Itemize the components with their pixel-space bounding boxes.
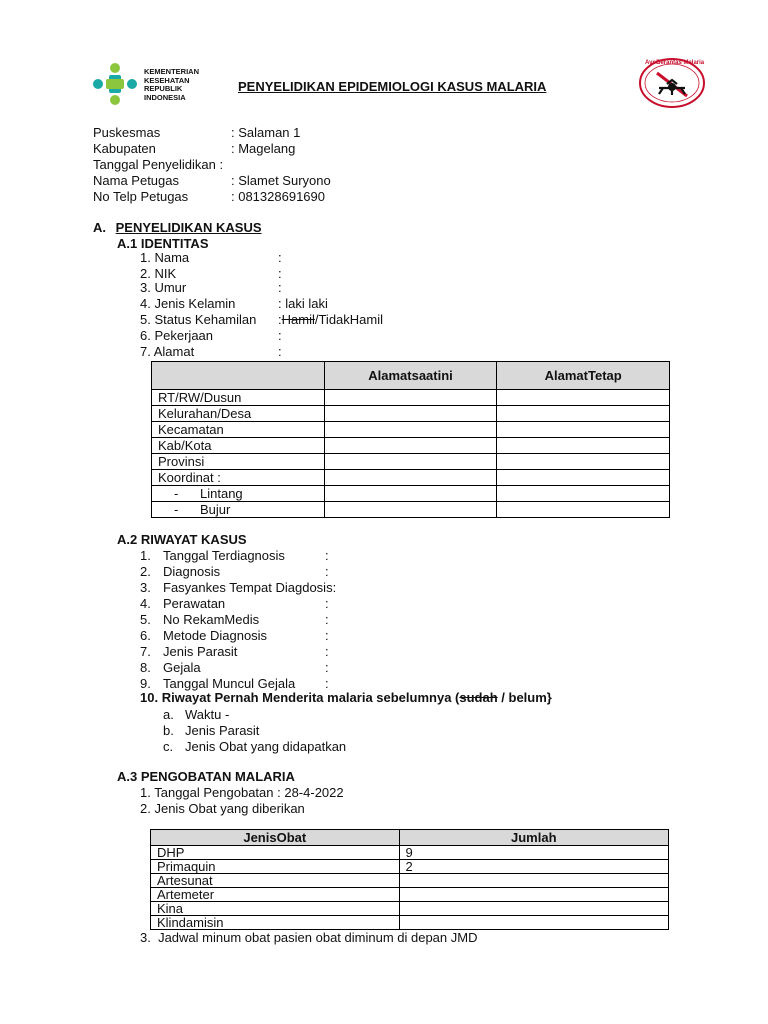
a2-subitem: c. Jenis Obat yang didapatkan — [163, 739, 347, 754]
drug-table — [150, 829, 669, 930]
a1-item-jenis-kelamin: 4. Jenis Kelamin : laki laki — [140, 296, 328, 311]
table-header-row — [151, 830, 669, 846]
a2-item: 5. No RekamMedis : — [140, 612, 329, 627]
table-row: - Lintang — [152, 486, 670, 502]
table-header-cell: Jumlah — [399, 830, 668, 846]
a2-list — [140, 548, 337, 692]
a2-item: 9. Tanggal Muncul Gejala : — [140, 676, 329, 691]
info-row-petugas: Nama Petugas : Slamet Suryono — [93, 173, 331, 188]
table-row: Primaquin 2 — [151, 860, 669, 874]
a1-item-alamat: 7. Alamat : — [140, 344, 282, 359]
table-header-cell — [152, 362, 325, 390]
a3-heading: A.3 PENGOBATAN MALARIA — [117, 769, 295, 784]
table-header-row — [152, 362, 670, 390]
a3-list — [140, 785, 344, 817]
info-row-telp: No Telp Petugas : 081328691690 — [93, 189, 325, 204]
document-title: PENYELIDIKAN EPIDEMIOLOGI KASUS MALARIA — [238, 79, 547, 94]
table-header-cell: Alamatsaatini — [324, 362, 497, 390]
table-row: Artemeter — [151, 888, 669, 902]
info-row-tanggal: Tanggal Penyelidikan : — [93, 157, 224, 172]
section-a-heading: A. PENYELIDIKAN KASUS — [93, 220, 262, 235]
a2-item: 6. Metode Diagnosis : — [140, 628, 329, 643]
seal-text: AyoBerantas Malaria — [645, 60, 705, 66]
table-row: Kelurahan/Desa — [152, 406, 670, 422]
a2-heading: A.2 RIWAYAT KASUS — [117, 532, 247, 547]
table-header-cell: AlamatTetap — [497, 362, 670, 390]
table-row: Klindamisin — [151, 916, 669, 930]
info-row-puskesmas: Puskesmas : Salaman 1 — [93, 125, 301, 140]
a1-item-pekerjaan: 6. Pekerjaan : — [140, 328, 282, 343]
a3-item: 2. Jenis Obat yang diberikan — [140, 801, 305, 816]
a2-subitem: a. Waktu - — [163, 707, 230, 722]
info-block — [93, 125, 331, 205]
a2-item: 4. Perawatan : — [140, 596, 329, 611]
a3-item: 1. Tanggal Pengobatan : 28-4-2022 — [140, 785, 344, 800]
a3-item-3: 3. Jadwal minum obat pasien obat diminum di depan JMD — [140, 930, 478, 945]
table-row: Kina — [151, 902, 669, 916]
ministry-emblem-icon — [92, 62, 138, 106]
table-row: Provinsi — [152, 454, 670, 470]
table-row: - Bujur — [152, 502, 670, 518]
table-row: Kab/Kota — [152, 438, 670, 454]
a2-subitem: b. Jenis Parasit — [163, 723, 260, 738]
table-row: Artesunat — [151, 874, 669, 888]
a2-item: 1. Tanggal Terdiagnosis : — [140, 548, 329, 563]
a1-item-nama: 1. Nama : — [140, 250, 282, 265]
ministry-name: KEMENTERIAN KESEHATAN REPUBLIK INDONESIA — [144, 67, 200, 102]
a1-item-nik: 2. NIK : — [140, 266, 282, 281]
table-header-cell: JenisObat — [151, 830, 400, 846]
a1-heading: A.1 IDENTITAS — [117, 236, 209, 251]
a2-item-10: 10. Riwayat Pernah Menderita malaria sebelumnya (sudah / belum} — [140, 690, 552, 705]
table-row: Kecamatan — [152, 422, 670, 438]
table-row: Koordinat : — [152, 470, 670, 486]
a2-item: 8. Gejala : — [140, 660, 329, 675]
info-row-kabupaten: Kabupaten : Magelang — [93, 141, 296, 156]
a2-subitems — [163, 707, 347, 755]
a2-item: 3. Fasyankes Tempat Diagdosis: — [140, 580, 337, 595]
ministry-logo — [92, 62, 204, 106]
a2-item: 7. Jenis Parasit : — [140, 644, 329, 659]
address-table — [151, 361, 670, 518]
a1-list — [140, 250, 384, 360]
malaria-seal — [639, 58, 705, 108]
table-row: DHP 9 — [151, 846, 669, 860]
a1-item-status-kehamilan: 5. Status Kehamilan :Hamil/TidakHamil — [140, 312, 384, 327]
table-row: RT/RW/Dusun — [152, 390, 670, 406]
a2-item: 2. Diagnosis : — [140, 564, 329, 579]
a1-item-umur: 3. Umur : — [140, 280, 282, 295]
